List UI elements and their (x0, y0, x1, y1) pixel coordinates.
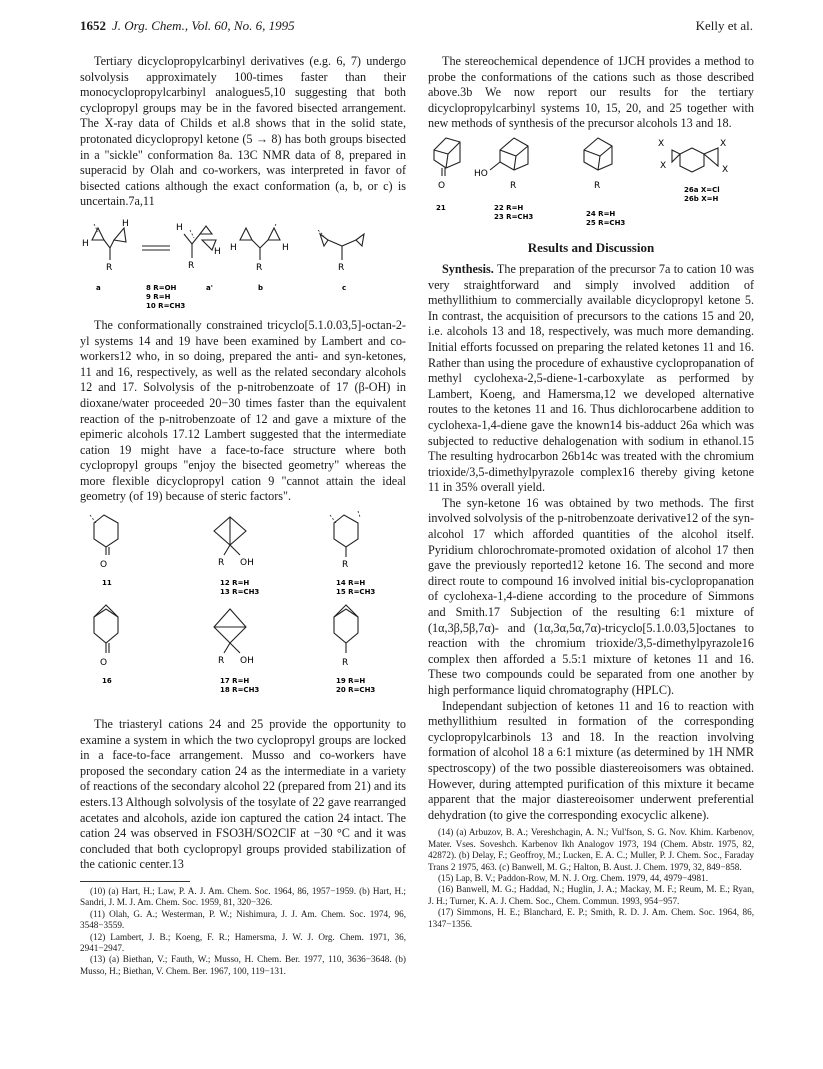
label-19: 19 R=H (336, 677, 366, 686)
label-22: 22 R=H (494, 203, 524, 212)
label-15: 15 R=CH3 (336, 588, 376, 597)
paragraph: The stereochemical dependence of 1JCH provides a method to probe the conformations of the cations such as those described above.3b We now report our results for the tertiary dicyclopropylcarbinyl systems 10, 15, 20, and 25 together with new methods of synthesis of the precursor alcohols 13 and 18. (428, 54, 754, 131)
footnote: (14) (a) Arbuzov, B. A.; Vereshchagin, A. N.; Vul'fson, S. G. Nov. Khim. Karbenov, Mater. Vses. Soveshch. Karbenov Ikh Analogov 1973, 194 (Chem. Abstr. 1975, 82, 42872). (b) Delay, F.; Geoffroy, M.; Lucken, E. A. C.; Muller, P. J. Chem. Soc., Faraday Trans 2 1975, 463. (c) Banwell, M. G.; Halton, B. Aust. J. Chem. 1979, 32, 849−858. (428, 827, 754, 872)
section-heading: Results and Discussion (527, 239, 655, 255)
atom-o: O (438, 180, 446, 191)
atom-x: X (658, 138, 665, 149)
atom-h: H (282, 242, 289, 253)
label-25: 25 R=CH3 (586, 218, 626, 227)
label-17: 17 R=H (220, 677, 250, 686)
atom-h: H (214, 246, 221, 257)
atom-ho: HO (474, 168, 488, 179)
left-column (80, 54, 406, 977)
label-9: 9 R=H (146, 292, 171, 301)
label-a: a (96, 283, 101, 292)
paragraph: The conformationally constrained tricyclo[5.1.0.03,5]-octan-2-yl systems 14 and 19 have been examined by Lambert and co-workers12 who, in so doing, prepared the anti- and syn-ketones, 11 and 16, respectively, as well as the related secondary alcohols 12 and 17. Solvolysis of the p-nitrobenzoate of 17 (β-OH) in dioxane/water proceeded 20−30 times faster than the equivalent reaction of the p-nitrobenzoate of 12 and gave a mixture of the epimeric alcohols 17.12 Lambert suggested that the intermediate cation 19 might have a face-to-face structure where both cyclopropyl groups "enjoy the bisected geometry" whereas the more flexible dicyclopropyl cation 9 "cannot attain the ideal geometry (of 19) because of steric factors". (80, 317, 406, 504)
footnotes-right (428, 827, 754, 930)
label-13: 13 R=CH3 (220, 588, 260, 597)
label-24: 24 R=H (586, 209, 616, 218)
atom-r: R (338, 262, 345, 273)
atom-x: X (660, 160, 667, 171)
atom-h: H (82, 238, 89, 249)
atom-oh: OH (240, 558, 254, 569)
atom-o: O (100, 560, 108, 571)
scheme-2-svg (80, 505, 406, 717)
footnote: (10) (a) Hart, H.; Law, P. A. J. Am. Chem. Soc. 1964, 86, 1957−1959. (b) Hart, H.; Sandri, J. M. J. Am. Chem. Soc. 1959, 81, 320−326. (80, 886, 406, 908)
footnote: (11) Olah, G. A.; Westerman, P. W.; Nishimura, J. J. Am. Chem. Soc. 1974, 96, 3548−3559. (80, 908, 406, 931)
label-a-prime: a' (206, 283, 213, 292)
atom-h: H (122, 218, 129, 229)
label-11: 11 (102, 579, 112, 588)
label-23: 23 R=CH3 (494, 212, 534, 221)
atom-r: R (218, 656, 225, 667)
journal-citation: J. Org. Chem., Vol. 60, No. 6, 1995 (112, 18, 295, 33)
footnote: (15) Lap, B. V.; Paddon-Row, M. N. J. Org. Chem. 1979, 44, 4979−4981. (438, 872, 709, 883)
atom-r: R (218, 558, 225, 569)
atom-oh: OH (240, 656, 254, 667)
label-10: 10 R=CH3 (146, 301, 186, 310)
run-in-heading: Synthesis. (442, 261, 494, 276)
atom-o: O (100, 658, 108, 669)
label-12: 12 R=H (220, 579, 250, 588)
paragraph (428, 262, 754, 496)
page-number: 1652 (80, 18, 106, 33)
running-header-left (80, 18, 295, 34)
scheme-3-svg (428, 132, 754, 236)
label-18: 18 R=CH3 (220, 686, 260, 695)
atom-h: H (230, 242, 237, 253)
atom-r: R (188, 260, 195, 271)
right-column (428, 54, 754, 930)
paragraph: Tertiary dicyclopropylcarbinyl derivatives (e.g. 6, 7) undergo solvolysis approximately 100-times faster than their monocyclopropylcarbinyl analogues5,10 suggesting that both cyclopropyl groups may be in the favored bisected arrangement. The X-ray data of Childs et al.8 shows that in the solid state, protonated dicyclopropyl ketone (5 → 8) has both groups bisected in a "sickle" conformation 8a. 13C NMR data of 8, prepared in superacid by Olah and co-workers, was interpreted in favor of bisected cations although the exact conformation (a, b, or c) is uncertain.7a,11 (80, 54, 406, 209)
scheme-tricyclooctane-systems (80, 505, 406, 717)
scheme-triasteryl-systems (428, 132, 754, 236)
scheme-1-svg (80, 210, 406, 318)
atom-r: R (342, 658, 349, 669)
footnote: (12) Lambert, J. B.; Koeng, F. R.; Hamersma, J. W. J. Org. Chem. 1971, 36, 2941−2947. (80, 931, 406, 954)
atom-r: R (510, 180, 517, 191)
footnote: (17) Simmons, H. E.; Blanchard, E. P.; Smith, R. D. J. Am. Chem. Soc. 1964, 86, 1347−1356. (428, 907, 754, 929)
label-26b: 26b X=H (684, 194, 719, 203)
paragraph: The syn-ketone 16 was obtained by two methods. The first involved solvolysis of the p-nitrobenzoate derivative12 of the syn-alcohol 17 which afforded quantities of the alcohol itself. Pyridium chlorochromate-promoted oxidation of alcohol 17 then gave the previously reported12 ketone 16. The second and more direct route to compound 16 involved initial bis-cyclopropanation of cyclohexa-1,4-diene according to the procedure of Simmons and Smith.17 Subjection of the resulting 6:1 mixture of (1α,3β,5β,7α)- and (1α,3α,5α,7α)-tricyclo[5.1.0.03,5]octanes to reaction with the chromium trioxide/3,5-dimethylpyrazole16 complex then afforded a 5.5:1 mixture of ketones 11 and 16. These two compounds could be separated from one another by high performance liquid chromatography (HPLC). (428, 495, 754, 697)
label-b: b (258, 283, 264, 292)
label-20: 20 R=CH3 (336, 686, 376, 695)
label-8: 8 R=OH (146, 283, 177, 292)
paragraph: Independant subjection of ketones 11 and 16 to reaction with methyllithium resulted in formation of the corresponding cyclopropylcarbinols 13 and 18. In the reaction involving formation of alcohol 18 a 6:1 mixture (as determined by 1H NMR spectroscopy) of the two possible diastereoisomers was obtained. However, during attempted purification of this mixture it became apparent that the major diastereoisomer underwent preferential dehydration (to give the corresponding exocyclic alkene). (428, 698, 754, 822)
footnote-rule (80, 881, 190, 882)
footnotes-left (80, 886, 406, 977)
atom-x: X (722, 164, 729, 175)
label-c: c (342, 283, 347, 292)
paragraph: The triasteryl cations 24 and 25 provide the opportunity to examine a system in which the two cyclopropyl groups are locked in a face-to-face arrangement. Musso and co-workers have proposed the secondary cation 24 as the intermediate in a variety of reactions of the secondary alcohol 22 (prepared from 21) and its esters.13 Although solvolysis of the tosylate of 22 gave rearranged acetates and alcohols, azide ion captured the cation 24 intact. The cation 24 was observed in FSO3H/SO2ClF at −30 °C and it was concluded that both cyclopropyl groups provided stabilization of the cationic center.13 (80, 717, 406, 872)
label-16: 16 (102, 677, 112, 686)
atom-x: X (720, 138, 727, 149)
label-14: 14 R=H (336, 579, 366, 588)
label-21: 21 (436, 203, 446, 212)
footnote: (16) Banwell, M. G.; Haddad, N.; Huglin, J. A.; Mackay, M. F.; Reum, M. E.; Ryan, J. H.; Turner, K. A. J. Chem. Soc., Chem. Commun. 1993, 954−957. (428, 884, 754, 906)
paragraph-text: The preparation of the precursor 7a to cation 10 was very straightforward and simply involved addition of methyllithium to commercially available dicyclopropyl ketone 5. In contrast, the acquisition of precursors to the cations 15 and 20, i.e. alcohols 13 and 18, respectively, was much more demanding. Initial efforts focussed on preparing the related ketones 11 and 16. Rather than using the procedure of exhaustive cyclopropanation of methyl cyclohexa-2,5-diene-1-carboxylate as performed by Lambert, Koeng, and Hamersma,12 we developed alternative routes to the ketones 11 and 16. Thus dichlorocarbene addition to cyclohexa-1,4-diene gave the known14 bis-adduct 26a which was subjected to reductive dehalogenation with sodium in ethanol.15 The resulting hydrocarbon 26b14c was treated with the chromium trioxide/3,5-dimethylpyrazole complex16 thereby giving ketone 11 in 35% overall yield. (428, 261, 754, 495)
atom-h: H (176, 222, 183, 233)
label-26a: 26a X=Cl (684, 185, 720, 194)
footnote: (13) (a) Biethan, V.; Fauth, W.; Musso, H. Chem. Ber. 1977, 110, 3636−3648. (b) Musso, H.; Biethan, V. Chem. Ber. 1967, 100, 119−131. (80, 954, 406, 976)
atom-r: R (106, 262, 113, 273)
atom-r: R (256, 262, 263, 273)
running-header-authors: Kelly et al. (695, 18, 753, 33)
scheme-cation-conformations (80, 210, 406, 318)
atom-r: R (594, 180, 601, 191)
atom-r: R (342, 560, 349, 571)
